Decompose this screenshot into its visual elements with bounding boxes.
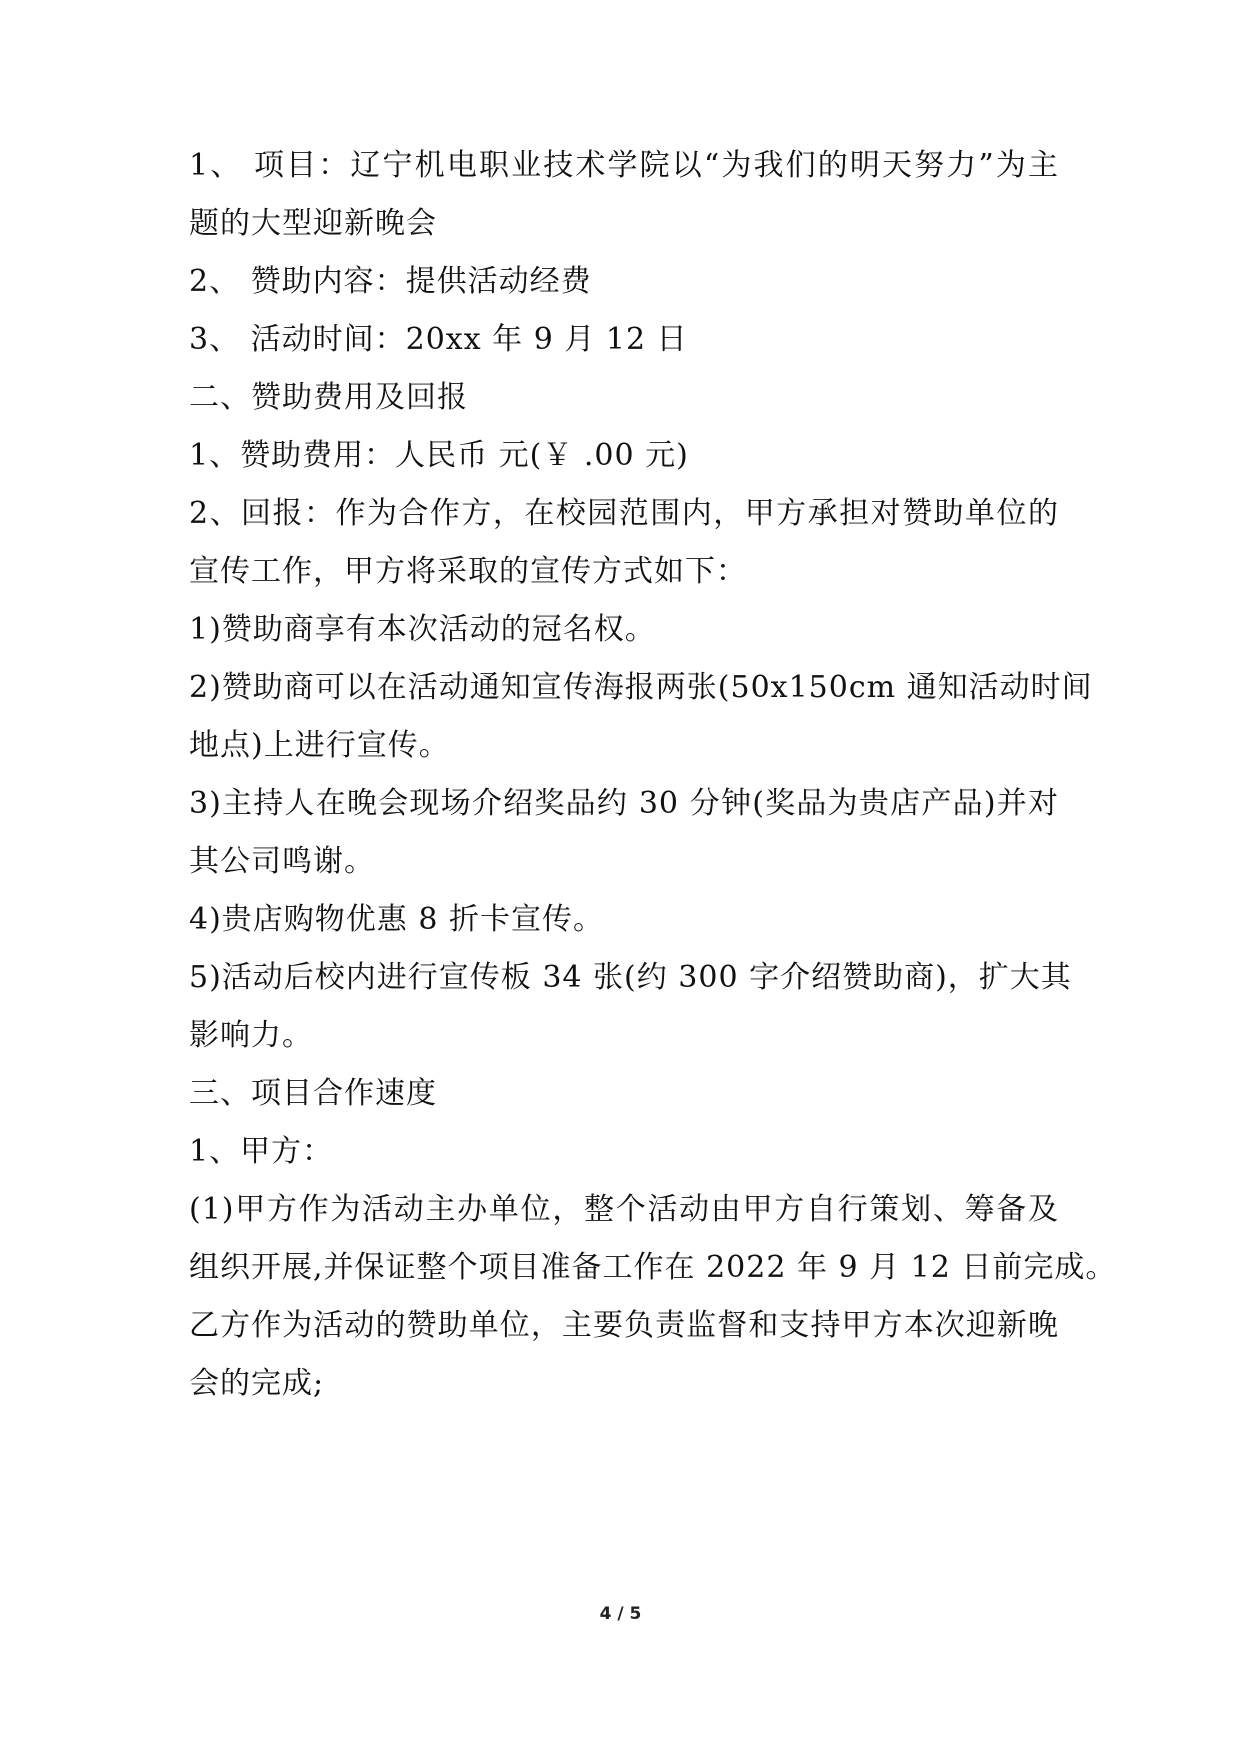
text-line-party-b: 乙方作为活动的赞助单位，主要负责监督和支持甲方本次迎新晚 <box>189 1308 1059 1343</box>
text-line-return: 2、回报：作为合作方，在校园范围内，甲方承担对赞助单位的 <box>189 496 1059 531</box>
list-item-5-cont: 影响力。 <box>189 1018 313 1053</box>
list-item-5: 5)活动后校内进行宣传板 34 张(约 300 字介绍赞助商)，扩大其 <box>189 960 1072 995</box>
text-line-sponsor-fee: 1、赞助费用：人民币 元(￥ .00 元) <box>189 438 689 473</box>
text-line-sponsor-content: 2、 赞助内容：提供活动经费 <box>189 264 592 299</box>
text-line-event-time: 3、 活动时间：20xx 年 9 月 12 日 <box>189 322 688 357</box>
text-line-clause-1: (1)甲方作为活动主办单位，整个活动由甲方自行策划、筹备及 <box>189 1192 1059 1227</box>
list-item-2-cont: 地点)上进行宣传。 <box>189 728 450 763</box>
text-line-clause-1-cont: 组织开展,并保证整个项目准备工作在 2022 年 9 月 12 日前完成。 <box>189 1250 1117 1285</box>
list-item-2: 2)赞助商可以在活动通知宣传海报两张(50x150cm 通知活动时间 <box>189 670 1093 705</box>
list-item-1: 1)赞助商享有本次活动的冠名权。 <box>189 612 656 647</box>
section-heading-2: 二、赞助费用及回报 <box>189 380 468 415</box>
text-line-party-b-cont: 会的完成; <box>189 1366 325 1401</box>
text-line-party-a: 1、甲方： <box>189 1134 334 1169</box>
list-item-3-cont: 其公司鸣谢。 <box>189 844 375 879</box>
page-number: 4 / 5 <box>599 1604 642 1624</box>
text-line-project: 1、 项目：辽宁机电职业技术学院以“为我们的明天努力”为主 <box>189 148 1059 183</box>
section-heading-3: 三、项目合作速度 <box>189 1076 437 1111</box>
text-line-return-cont: 宣传工作，甲方将采取的宣传方式如下： <box>189 554 747 589</box>
list-item-4: 4)贵店购物优惠 8 折卡宣传。 <box>189 902 604 937</box>
text-line-project-cont: 题的大型迎新晚会 <box>189 206 437 241</box>
list-item-3: 3)主持人在晚会现场介绍奖品约 30 分钟(奖品为贵店产品)并对 <box>189 786 1059 821</box>
